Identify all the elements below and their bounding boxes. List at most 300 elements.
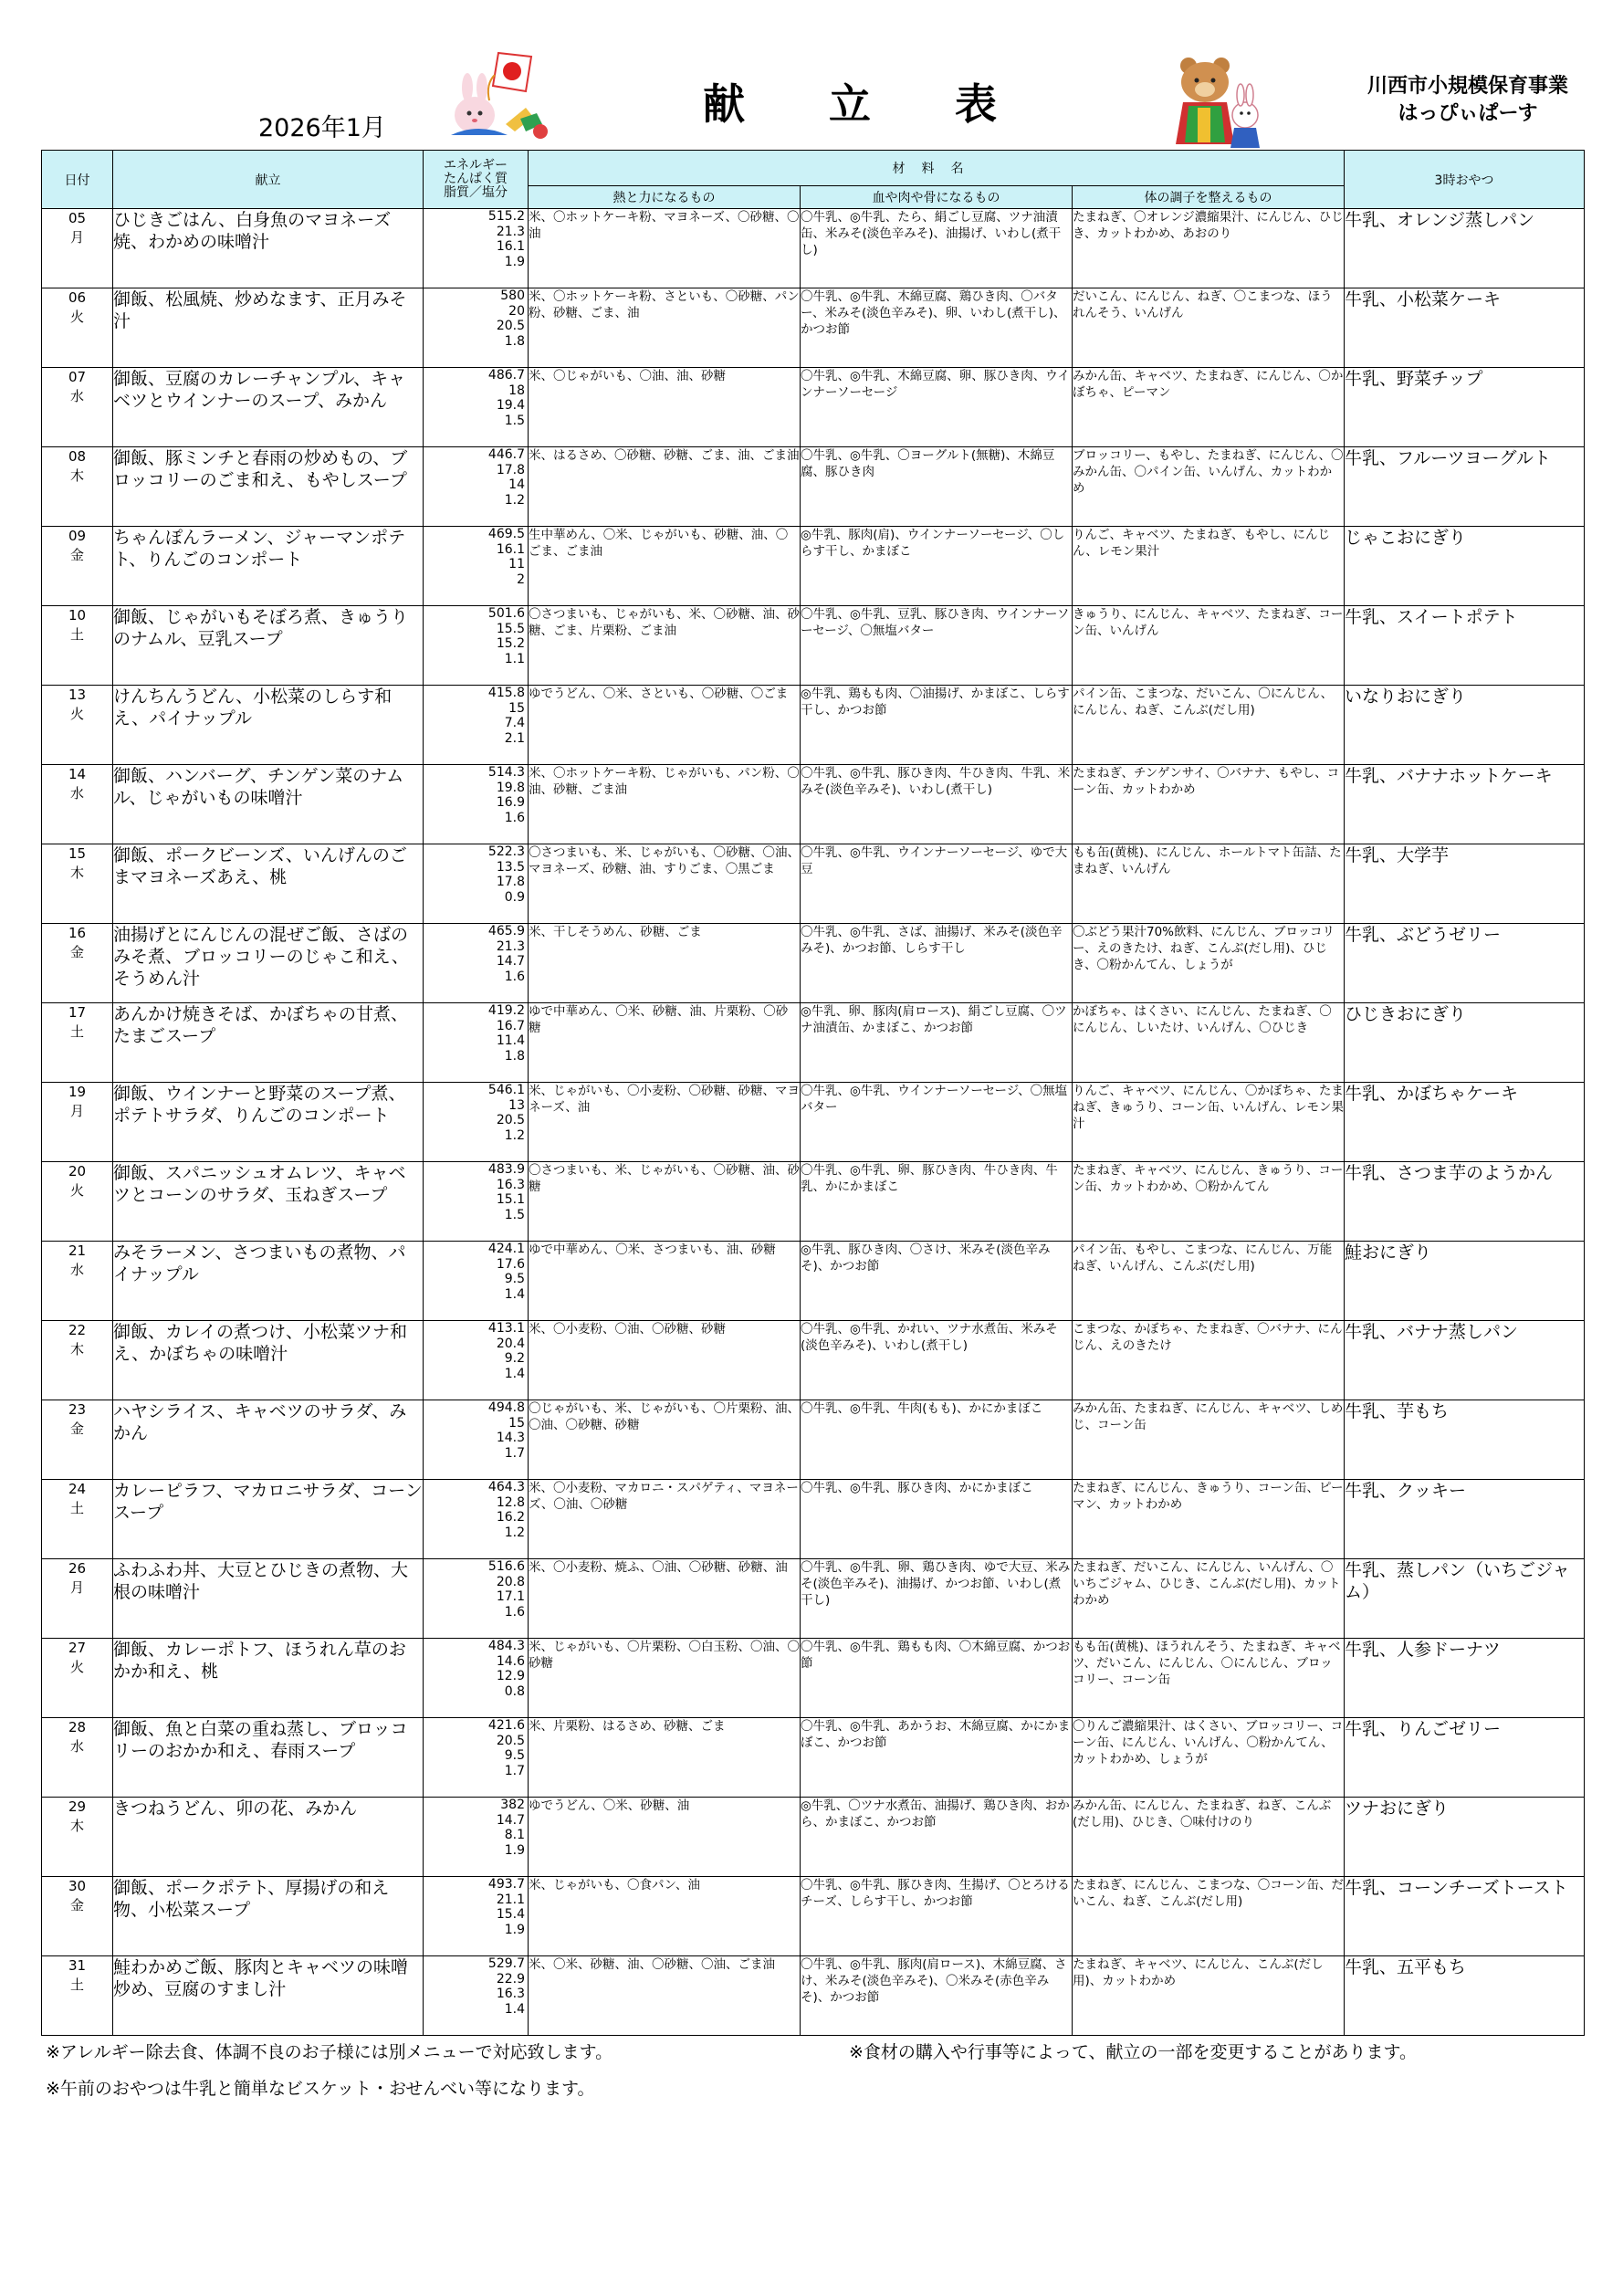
day-number: 15 xyxy=(68,845,87,862)
regulate-foods-cell: だいこん、にんじん、ねぎ、〇こまつな、ほうれんそう、いんげん xyxy=(1073,288,1345,368)
fat-value: 16.9 xyxy=(496,795,525,811)
table-row xyxy=(42,447,1585,527)
protein-value: 13.5 xyxy=(496,859,525,875)
snack-cell: 牛乳、人参ドーナツ xyxy=(1345,1639,1585,1718)
fat-value: 15.1 xyxy=(496,1192,525,1208)
body-foods-cell: ◎牛乳、鶏もも肉、〇油揚げ、かまぼこ、しらす干し、かつお節 xyxy=(801,686,1073,765)
note-allergy: ※アレルギー除去食、体調不良のお子様には別メニューで対応致します。 xyxy=(46,2042,613,2062)
date-cell xyxy=(42,1718,113,1798)
regulate-foods-cell: たまねぎ、チンゲンサイ、〇バナナ、もやし、コーン缶、カットわかめ xyxy=(1073,765,1345,844)
date-cell xyxy=(42,1162,113,1242)
menu-cell: ハヤシライス、キャベツのサラダ、みかん xyxy=(113,1400,424,1480)
energy-value: 529.7 xyxy=(487,1956,525,1971)
day-number: 05 xyxy=(68,210,87,226)
weekday: 金 xyxy=(69,1897,84,1913)
menu-cell: 御飯、カレイの煮つけ、小松菜ツナ和え、かぼちゃの味噌汁 xyxy=(113,1321,424,1400)
salt-value: 1.7 xyxy=(504,1763,525,1778)
day-number: 29 xyxy=(68,1798,87,1815)
date-cell xyxy=(42,1559,113,1639)
new-year-rabbit-illustration xyxy=(442,47,559,148)
nutrition-cell xyxy=(424,1877,529,1956)
energy-foods-cell: ゆで中華めん、〇米、砂糖、油、片栗粉、〇砂糖 xyxy=(529,1003,801,1083)
salt-value: 1.8 xyxy=(504,1048,525,1064)
salt-value: 2 xyxy=(517,571,525,587)
fat-value: 15.4 xyxy=(496,1907,525,1923)
fat-value: 14.3 xyxy=(496,1431,525,1446)
regulate-foods-cell: みかん缶、たまねぎ、にんじん、キャベツ、しめじ、コーン缶 xyxy=(1073,1400,1345,1480)
bear-rabbit-illustration xyxy=(1152,51,1271,153)
energy-foods-cell: 米、じゃがいも、〇片栗粉、〇白玉粉、〇油、〇砂糖 xyxy=(529,1639,801,1718)
salt-value: 1.2 xyxy=(504,1127,525,1143)
regulate-foods-cell: 〇ぶどう果汁70%飲料、にんじん、ブロッコリー、えのきたけ、ねぎ、こんぶ(だし用)、ひじき、〇粉かんてん、しょうが xyxy=(1073,924,1345,1003)
menu-cell: みそラーメン、さつまいもの煮物、パイナップル xyxy=(113,1242,424,1321)
snack-cell: ツナおにぎり xyxy=(1345,1798,1585,1877)
weekday: 金 xyxy=(69,547,84,563)
menu-cell: 御飯、ポークビーンズ、いんげんのごまマヨネーズあえ、桃 xyxy=(113,844,424,924)
date-cell xyxy=(42,1321,113,1400)
salt-value: 1.5 xyxy=(504,1207,525,1222)
nutrition-cell xyxy=(424,765,529,844)
salt-value: 1.9 xyxy=(504,1842,525,1858)
organization-line-2: はっぴぃぱーす xyxy=(1398,102,1538,125)
day-number: 22 xyxy=(68,1322,87,1338)
weekday: 金 xyxy=(69,1421,84,1437)
menu-table-body xyxy=(42,209,1585,2036)
nutrition-cell xyxy=(424,1480,529,1559)
protein-value: 15 xyxy=(508,1415,525,1431)
snack-cell: 牛乳、小松菜ケーキ xyxy=(1345,288,1585,368)
energy-foods-cell: 米、片栗粉、はるさめ、砂糖、ごま xyxy=(529,1718,801,1798)
table-row xyxy=(42,686,1585,765)
energy-foods-cell: 米、〇じゃがいも、〇油、油、砂糖 xyxy=(529,368,801,447)
snack-cell: 牛乳、バナナホットケーキ xyxy=(1345,765,1585,844)
snack-cell: 牛乳、クッキー xyxy=(1345,1480,1585,1559)
nutrition-cell xyxy=(424,1639,529,1718)
body-foods-cell: 〇牛乳、◎牛乳、鶏もも肉、〇木綿豆腐、かつお節 xyxy=(801,1639,1073,1718)
nutrition-cell xyxy=(424,1718,529,1798)
energy-value: 421.6 xyxy=(487,1718,525,1733)
year-month: 2026年1月 xyxy=(258,114,386,142)
weekday: 水 xyxy=(69,1738,84,1755)
snack-cell: 牛乳、りんごゼリー xyxy=(1345,1718,1585,1798)
energy-value: 413.1 xyxy=(487,1321,525,1336)
energy-foods-cell: 米、〇米、砂糖、油、〇砂糖、〇油、ごま油 xyxy=(529,1956,801,2036)
energy-value: 516.6 xyxy=(487,1559,525,1574)
body-foods-cell: 〇牛乳、◎牛乳、卵、鶏ひき肉、ゆで大豆、米みそ(淡色辛みそ)、油揚げ、かつお節、いわし(煮干し) xyxy=(801,1559,1073,1639)
day-number: 31 xyxy=(68,1957,87,1974)
energy-value: 419.2 xyxy=(487,1003,525,1018)
protein-value: 13 xyxy=(508,1097,525,1113)
date-cell xyxy=(42,606,113,686)
snack-cell: 牛乳、さつま芋のようかん xyxy=(1345,1162,1585,1242)
regulate-foods-cell: パイン缶、こまつな、だいこん、〇にんじん、にんじん、ねぎ、こんぶ(だし用) xyxy=(1073,686,1345,765)
protein-value: 12.8 xyxy=(496,1494,525,1510)
date-cell xyxy=(42,1956,113,2036)
snack-cell: 牛乳、オレンジ蒸しパン xyxy=(1345,209,1585,288)
header-regulate-foods: 体の調子を整えるもの xyxy=(1073,186,1345,209)
header-energy: エネルギー xyxy=(444,158,508,173)
energy-value: 580 xyxy=(500,288,525,303)
fat-value: 8.1 xyxy=(504,1828,525,1843)
snack-cell: ひじきおにぎり xyxy=(1345,1003,1585,1083)
menu-table xyxy=(41,150,1585,2036)
header-nutrition xyxy=(424,151,529,209)
day-number: 20 xyxy=(68,1163,87,1179)
fat-value: 9.5 xyxy=(504,1272,525,1287)
table-row xyxy=(42,606,1585,686)
snack-cell: 牛乳、バナナ蒸しパン xyxy=(1345,1321,1585,1400)
body-foods-cell: ◎牛乳、豚肉(肩)、ウインナーソーセージ、〇しらす干し、かまぼこ xyxy=(801,527,1073,606)
regulate-foods-cell: りんご、キャベツ、たまねぎ、もやし、にんじん、レモン果汁 xyxy=(1073,527,1345,606)
header-materials: 材料名 xyxy=(529,151,1345,186)
fat-value: 20.5 xyxy=(496,319,525,334)
menu-cell: 御飯、カレーポトフ、ほうれん草のおかか和え、桃 xyxy=(113,1639,424,1718)
weekday: 土 xyxy=(69,1976,84,1993)
energy-foods-cell: ゆでうどん、〇米、砂糖、油 xyxy=(529,1798,801,1877)
menu-cell: ひじきごはん、白身魚のマヨネーズ焼、わかめの味噌汁 xyxy=(113,209,424,288)
regulate-foods-cell: たまねぎ、だいこん、にんじん、いんげん、〇いちごジャム、ひじき、こんぶ(だし用)、カットわかめ xyxy=(1073,1559,1345,1639)
menu-cell: けんちんうどん、小松菜のしらす和え、パイナップル xyxy=(113,686,424,765)
note-morning-snack: ※午前のおやつは牛乳と簡単なビスケット・おせんべい等になります。 xyxy=(46,2079,595,2099)
menu-cell: 御飯、豚ミンチと春雨の炒めもの、ブロッコリーのごま和え、もやしスープ xyxy=(113,447,424,527)
date-cell xyxy=(42,924,113,1003)
energy-foods-cell: ゆで中華めん、〇米、さつまいも、油、砂糖 xyxy=(529,1242,801,1321)
nutrition-cell xyxy=(424,1162,529,1242)
fat-value: 19.4 xyxy=(496,398,525,414)
energy-foods-cell: 米、〇ホットケーキ粉、マヨネーズ、〇砂糖、〇油 xyxy=(529,209,801,288)
energy-foods-cell: 米、じゃがいも、〇小麦粉、〇砂糖、砂糖、マヨネーズ、油 xyxy=(529,1083,801,1162)
body-foods-cell: 〇牛乳、◎牛乳、豚ひき肉、かにかまぼこ xyxy=(801,1480,1073,1559)
energy-foods-cell: 米、はるさめ、〇砂糖、砂糖、ごま、油、ごま油 xyxy=(529,447,801,527)
day-number: 21 xyxy=(68,1242,87,1259)
salt-value: 0.9 xyxy=(504,889,525,905)
day-number: 23 xyxy=(68,1401,87,1418)
energy-value: 493.7 xyxy=(487,1877,525,1892)
page-header xyxy=(0,0,1623,151)
body-foods-cell: 〇牛乳、◎牛乳、さば、油揚げ、米みそ(淡色辛みそ)、かつお節、しらす干し xyxy=(801,924,1073,1003)
weekday: 月 xyxy=(69,229,84,246)
body-foods-cell: 〇牛乳、◎牛乳、牛肉(もも)、かにかまぼこ xyxy=(801,1400,1073,1480)
energy-value: 514.3 xyxy=(487,765,525,780)
body-foods-cell: 〇牛乳、◎牛乳、豚ひき肉、牛ひき肉、牛乳、米みそ(淡色辛みそ)、いわし(煮干し) xyxy=(801,765,1073,844)
body-foods-cell: 〇牛乳、◎牛乳、豆乳、豚ひき肉、ウインナーソーセージ、〇無塩バター xyxy=(801,606,1073,686)
salt-value: 1.9 xyxy=(504,1922,525,1937)
energy-value: 484.3 xyxy=(487,1639,525,1653)
table-row xyxy=(42,288,1585,368)
table-row xyxy=(42,1956,1585,2036)
menu-cell: 御飯、魚と白菜の重ね蒸し、ブロッコリーのおかか和え、春雨スープ xyxy=(113,1718,424,1798)
date-cell xyxy=(42,447,113,527)
fat-value: 14.7 xyxy=(496,954,525,970)
table-row xyxy=(42,1162,1585,1242)
body-foods-cell: 〇牛乳、◎牛乳、〇ヨーグルト(無糖)、木綿豆腐、豚ひき肉 xyxy=(801,447,1073,527)
day-number: 27 xyxy=(68,1640,87,1656)
energy-foods-cell: 米、〇ホットケーキ粉、さといも、〇砂糖、パン粉、砂糖、ごま、油 xyxy=(529,288,801,368)
body-foods-cell: 〇牛乳、◎牛乳、豚肉(肩ロース)、木綿豆腐、さけ、米みそ(淡色辛みそ)、〇米みそ(赤色辛みそ)、かつお節 xyxy=(801,1956,1073,2036)
nutrition-cell xyxy=(424,1956,529,2036)
fat-value: 15.2 xyxy=(496,636,525,652)
protein-value: 21.3 xyxy=(496,224,525,239)
protein-value: 15.5 xyxy=(496,621,525,636)
energy-value: 546.1 xyxy=(487,1083,525,1097)
nutrition-cell xyxy=(424,924,529,1003)
regulate-foods-cell: みかん缶、にんじん、たまねぎ、ねぎ、こんぶ(だし用)、ひじき、〇味付けのり xyxy=(1073,1798,1345,1877)
fat-value: 14 xyxy=(508,477,525,493)
table-row xyxy=(42,1400,1585,1480)
nutrition-cell xyxy=(424,1003,529,1083)
snack-cell: 牛乳、大学芋 xyxy=(1345,844,1585,924)
regulate-foods-cell: こまつな、かぼちゃ、たまねぎ、〇バナナ、にんじん、えのきたけ xyxy=(1073,1321,1345,1400)
energy-value: 446.7 xyxy=(487,447,525,462)
protein-value: 20.8 xyxy=(496,1574,525,1589)
fat-value: 16.3 xyxy=(496,1987,525,2002)
menu-cell: 御飯、豆腐のカレーチャンプル、キャベツとウインナーのスープ、みかん xyxy=(113,368,424,447)
menu-cell: 御飯、ウインナーと野菜のスープ煮、ポテトサラダ、りんごのコンポート xyxy=(113,1083,424,1162)
weekday: 土 xyxy=(69,626,84,643)
snack-cell: 牛乳、スイートポテト xyxy=(1345,606,1585,686)
energy-foods-cell: 〇さつまいも、じゃがいも、米、〇砂糖、油、砂糖、ごま、片栗粉、ごま油 xyxy=(529,606,801,686)
fat-value: 12.9 xyxy=(496,1669,525,1684)
energy-foods-cell: 〇じゃがいも、米、じゃがいも、〇片栗粉、油、〇油、〇砂糖、砂糖 xyxy=(529,1400,801,1480)
menu-cell: 鮭わかめご飯、豚肉とキャベツの味噌炒め、豆腐のすまし汁 xyxy=(113,1956,424,2036)
day-number: 16 xyxy=(68,925,87,941)
salt-value: 1.4 xyxy=(504,1366,525,1381)
regulate-foods-cell: かぼちゃ、はくさい、にんじん、たまねぎ、〇にんじん、しいたけ、いんげん、〇ひじき xyxy=(1073,1003,1345,1083)
snack-cell: 牛乳、コーンチーズトースト xyxy=(1345,1877,1585,1956)
day-number: 19 xyxy=(68,1084,87,1100)
nutrition-cell xyxy=(424,1798,529,1877)
nutrition-cell xyxy=(424,1400,529,1480)
nutrition-cell xyxy=(424,1321,529,1400)
weekday: 水 xyxy=(69,1262,84,1278)
date-cell xyxy=(42,209,113,288)
header-menu: 献立 xyxy=(113,151,424,209)
weekday: 火 xyxy=(69,309,84,325)
protein-value: 14.7 xyxy=(496,1812,525,1828)
nutrition-cell xyxy=(424,527,529,606)
fat-value: 17.1 xyxy=(496,1589,525,1605)
date-cell xyxy=(42,686,113,765)
salt-value: 1.4 xyxy=(504,2001,525,2017)
menu-cell: 御飯、ハンバーグ、チンゲン菜のナムル、じゃがいもの味噌汁 xyxy=(113,765,424,844)
body-foods-cell: ◎牛乳、豚ひき肉、〇さけ、米みそ(淡色辛みそ)、かつお節 xyxy=(801,1242,1073,1321)
date-cell xyxy=(42,844,113,924)
date-cell xyxy=(42,1400,113,1480)
nutrition-cell xyxy=(424,1242,529,1321)
salt-value: 2.1 xyxy=(504,730,525,746)
day-number: 26 xyxy=(68,1560,87,1577)
weekday: 月 xyxy=(69,1579,84,1596)
note-change: ※食材の購入や行事等によって、献立の一部を変更することがあります。 xyxy=(849,2042,1418,2062)
header-snack: 3時おやつ xyxy=(1345,151,1585,209)
weekday: 水 xyxy=(69,388,84,404)
fat-value: 11.4 xyxy=(496,1033,525,1049)
regulate-foods-cell: パイン缶、もやし、こまつな、にんじん、万能ねぎ、いんげん、こんぶ(だし用) xyxy=(1073,1242,1345,1321)
organization-name xyxy=(1349,73,1586,128)
energy-value: 382 xyxy=(500,1798,525,1812)
table-row xyxy=(42,844,1585,924)
fat-value: 20.5 xyxy=(496,1113,525,1128)
protein-value: 20.4 xyxy=(496,1336,525,1351)
day-number: 17 xyxy=(68,1004,87,1021)
regulate-foods-cell: たまねぎ、〇オレンジ濃縮果汁、にんじん、ひじき、カットわかめ、あおのり xyxy=(1073,209,1345,288)
regulate-foods-cell: もも缶(黄桃)、にんじん、ホールトマト缶詰、たまねぎ、いんげん xyxy=(1073,844,1345,924)
table-row xyxy=(42,1242,1585,1321)
protein-value: 16.3 xyxy=(496,1177,525,1192)
energy-foods-cell: 米、じゃがいも、〇食パン、油 xyxy=(529,1877,801,1956)
weekday: 土 xyxy=(69,1023,84,1040)
nutrition-cell xyxy=(424,844,529,924)
weekday: 木 xyxy=(69,1818,84,1834)
menu-cell: きつねうどん、卯の花、みかん xyxy=(113,1798,424,1877)
header-protein: たんぱく質 xyxy=(444,172,508,186)
protein-value: 20.5 xyxy=(496,1733,525,1748)
energy-value: 522.3 xyxy=(487,844,525,859)
protein-value: 16.1 xyxy=(496,541,525,557)
snack-cell: 牛乳、蒸しパン（いちごジャム） xyxy=(1345,1559,1585,1639)
nutrition-cell xyxy=(424,1559,529,1639)
body-foods-cell: ◎牛乳、卵、豚肉(肩ロース)、絹ごし豆腐、〇ツナ油漬缶、かまぼこ、かつお節 xyxy=(801,1003,1073,1083)
date-cell xyxy=(42,527,113,606)
snack-cell: 牛乳、かぼちゃケーキ xyxy=(1345,1083,1585,1162)
protein-value: 21.1 xyxy=(496,1892,525,1907)
protein-value: 18 xyxy=(508,383,525,398)
energy-value: 469.5 xyxy=(487,527,525,541)
nutrition-cell xyxy=(424,606,529,686)
regulate-foods-cell: 〇りんご濃縮果汁、はくさい、ブロッコリー、コーン缶、にんじん、いんげん、〇粉かんてん、カットわかめ、しょうが xyxy=(1073,1718,1345,1798)
salt-value: 1.2 xyxy=(504,492,525,508)
menu-cell: ちゃんぽんラーメン、ジャーマンポテト、りんごのコンポート xyxy=(113,527,424,606)
protein-value: 21.3 xyxy=(496,938,525,954)
body-foods-cell: 〇牛乳、◎牛乳、木綿豆腐、鶏ひき肉、〇バター、米みそ(淡色辛みそ)、卵、いわし(煮干し)、かつお節 xyxy=(801,288,1073,368)
energy-foods-cell: 米、〇小麦粉、〇油、〇砂糖、砂糖 xyxy=(529,1321,801,1400)
energy-foods-cell: 生中華めん、〇米、じゃがいも、砂糖、油、〇ごま、ごま油 xyxy=(529,527,801,606)
protein-value: 19.8 xyxy=(496,780,525,795)
body-foods-cell: 〇牛乳、◎牛乳、かれい、ツナ水煮缶、米みそ(淡色辛みそ)、いわし(煮干し) xyxy=(801,1321,1073,1400)
salt-value: 1.5 xyxy=(504,413,525,428)
table-row xyxy=(42,924,1585,1003)
menu-cell: カレーピラフ、マカロニサラダ、コーンスープ xyxy=(113,1480,424,1559)
energy-value: 515.2 xyxy=(487,209,525,224)
regulate-foods-cell: ブロッコリー、もやし、たまねぎ、にんじん、〇みかん缶、〇パイン缶、いんげん、カットわかめ xyxy=(1073,447,1345,527)
header-fat-salt: 脂質／塩分 xyxy=(444,185,508,200)
protein-value: 16.7 xyxy=(496,1018,525,1033)
energy-value: 501.6 xyxy=(487,606,525,621)
salt-value: 1.7 xyxy=(504,1445,525,1461)
weekday: 火 xyxy=(69,1182,84,1199)
date-cell xyxy=(42,288,113,368)
salt-value: 1.4 xyxy=(504,1286,525,1302)
menu-cell: ふわふわ丼、大豆とひじきの煮物、大根の味噌汁 xyxy=(113,1559,424,1639)
menu-cell: あんかけ焼きそば、かぼちゃの甘煮、たまごスープ xyxy=(113,1003,424,1083)
energy-foods-cell: 米、〇小麦粉、焼ふ、〇油、〇砂糖、砂糖、油 xyxy=(529,1559,801,1639)
header-energy-foods: 熱と力になるもの xyxy=(529,186,801,209)
weekday: 木 xyxy=(69,1341,84,1358)
protein-value: 22.9 xyxy=(496,1971,525,1987)
salt-value: 1.1 xyxy=(504,651,525,666)
regulate-foods-cell: たまねぎ、キャベツ、にんじん、きゅうり、コーン缶、カットわかめ、〇粉かんてん xyxy=(1073,1162,1345,1242)
menu-cell: 油揚げとにんじんの混ぜご飯、さばのみそ煮、ブロッコリーのじゃこ和え、そうめん汁 xyxy=(113,924,424,1003)
body-foods-cell: 〇牛乳、◎牛乳、ウインナーソーセージ、ゆで大豆 xyxy=(801,844,1073,924)
fat-value: 16.2 xyxy=(496,1510,525,1525)
regulate-foods-cell: たまねぎ、にんじん、きゅうり、コーン缶、ピーマン、カットわかめ xyxy=(1073,1480,1345,1559)
table-row xyxy=(42,1480,1585,1559)
organization-line-1: 川西市小規模保育事業 xyxy=(1366,75,1568,98)
energy-foods-cell: 米、〇ホットケーキ粉、じゃがいも、パン粉、〇油、砂糖、ごま油 xyxy=(529,765,801,844)
salt-value: 1.9 xyxy=(504,254,525,269)
nutrition-cell xyxy=(424,368,529,447)
table-row xyxy=(42,527,1585,606)
regulate-foods-cell: みかん缶、キャベツ、たまねぎ、にんじん、〇かぼちゃ、ピーマン xyxy=(1073,368,1345,447)
regulate-foods-cell: たまねぎ、にんじん、こまつな、〇コーン缶、だいこん、ねぎ、こんぶ(だし用) xyxy=(1073,1877,1345,1956)
weekday: 月 xyxy=(69,1103,84,1119)
salt-value: 0.8 xyxy=(504,1683,525,1699)
menu-cell: 御飯、松風焼、炒めなます、正月みそ汁 xyxy=(113,288,424,368)
weekday: 金 xyxy=(69,944,84,960)
date-cell xyxy=(42,1003,113,1083)
snack-cell: じゃこおにぎり xyxy=(1345,527,1585,606)
date-cell xyxy=(42,368,113,447)
salt-value: 1.8 xyxy=(504,333,525,349)
energy-foods-cell: ゆでうどん、〇米、さといも、〇砂糖、〇ごま xyxy=(529,686,801,765)
menu-cell: 御飯、スパニッシュオムレツ、キャベツとコーンのサラダ、玉ねぎスープ xyxy=(113,1162,424,1242)
snack-cell: 牛乳、芋もち xyxy=(1345,1400,1585,1480)
salt-value: 1.2 xyxy=(504,1525,525,1540)
energy-foods-cell: 米、干しそうめん、砂糖、ごま xyxy=(529,924,801,1003)
energy-value: 424.1 xyxy=(487,1242,525,1256)
nutrition-cell xyxy=(424,288,529,368)
energy-foods-cell: 〇さつまいも、米、じゃがいも、〇砂糖、〇油、マヨネーズ、砂糖、油、すりごま、〇黒ごま xyxy=(529,844,801,924)
weekday: 火 xyxy=(69,1659,84,1675)
weekday: 木 xyxy=(69,865,84,881)
weekday: 水 xyxy=(69,785,84,802)
fat-value: 9.5 xyxy=(504,1748,525,1764)
regulate-foods-cell: もも缶(黄桃)、ほうれんそう、たまねぎ、キャベツ、だいこん、にんじん、〇にんじん、ブロッコリー、コーン缶 xyxy=(1073,1639,1345,1718)
energy-foods-cell: 米、〇小麦粉、マカロニ・スパゲティ、マヨネーズ、〇油、〇砂糖 xyxy=(529,1480,801,1559)
body-foods-cell: 〇牛乳、◎牛乳、木綿豆腐、卵、豚ひき肉、ウインナーソーセージ xyxy=(801,368,1073,447)
fat-value: 16.1 xyxy=(496,239,525,255)
table-row xyxy=(42,1083,1585,1162)
day-number: 09 xyxy=(68,528,87,544)
menu-cell: 御飯、ポークポテト、厚揚げの和え物、小松菜スープ xyxy=(113,1877,424,1956)
weekday: 土 xyxy=(69,1500,84,1516)
fat-value: 17.8 xyxy=(496,875,525,890)
menu-cell: 御飯、じゃがいもそぼろ煮、きゅうりのナムル、豆乳スープ xyxy=(113,606,424,686)
table-row xyxy=(42,209,1585,288)
table-row xyxy=(42,368,1585,447)
fat-value: 9.2 xyxy=(504,1351,525,1367)
snack-cell: 牛乳、野菜チップ xyxy=(1345,368,1585,447)
table-row xyxy=(42,1321,1585,1400)
energy-value: 494.8 xyxy=(487,1400,525,1415)
protein-value: 15 xyxy=(508,700,525,716)
energy-foods-cell: 〇さつまいも、米、じゃがいも、〇砂糖、油、砂糖 xyxy=(529,1162,801,1242)
salt-value: 1.6 xyxy=(504,969,525,984)
day-number: 08 xyxy=(68,448,87,465)
energy-value: 465.9 xyxy=(487,924,525,938)
body-foods-cell: 〇牛乳、◎牛乳、豚ひき肉、生揚げ、〇とろけるチーズ、しらす干し、かつお節 xyxy=(801,1877,1073,1956)
day-number: 28 xyxy=(68,1719,87,1735)
energy-value: 483.9 xyxy=(487,1162,525,1177)
day-number: 14 xyxy=(68,766,87,782)
snack-cell: いなりおにぎり xyxy=(1345,686,1585,765)
date-cell xyxy=(42,1083,113,1162)
table-row xyxy=(42,765,1585,844)
day-number: 24 xyxy=(68,1481,87,1497)
regulate-foods-cell: たまねぎ、キャベツ、にんじん、こんぶ(だし用)、カットわかめ xyxy=(1073,1956,1345,2036)
nutrition-cell xyxy=(424,1083,529,1162)
day-number: 07 xyxy=(68,369,87,385)
